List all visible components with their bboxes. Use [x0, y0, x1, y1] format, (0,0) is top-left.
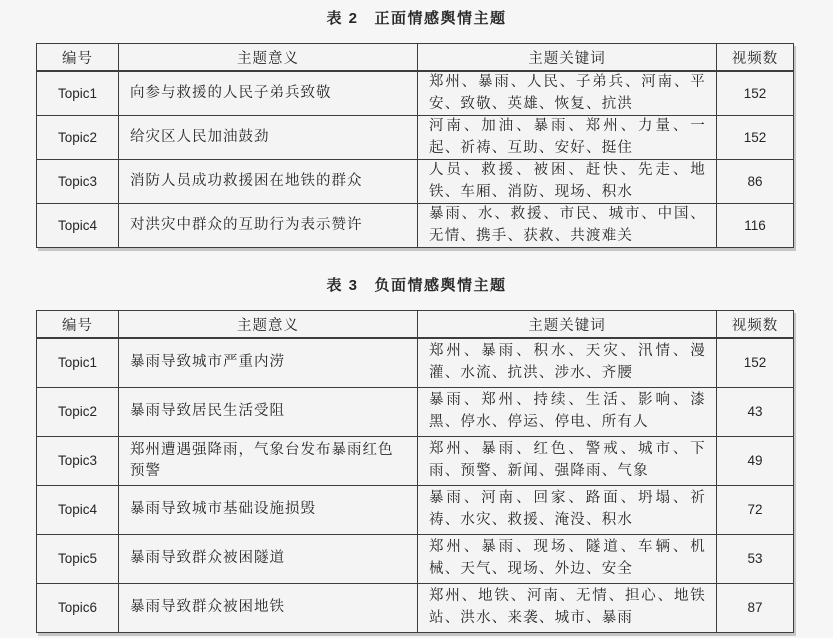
topic-meaning-cell: 消防人员成功救援困在地铁的群众: [119, 160, 418, 204]
topic-id-cell: Topic4: [37, 204, 119, 248]
table-row: [37, 160, 794, 204]
topic-keywords-cell: 河南、加油、暴雨、郑州、力量、一起、祈祷、互助、安好、挺住: [418, 116, 717, 160]
topic-keywords-cell: 郑州、暴雨、红色、警戒、城市、下雨、预警、新闻、强降雨、气象: [418, 436, 717, 485]
topic-meaning-cell: 对洪灾中群众的互助行为表示赞许: [119, 204, 418, 248]
negative-table-caption: [0, 275, 833, 296]
table-row: [37, 583, 794, 632]
column-header-meaning: 主题意义: [119, 44, 418, 72]
topic-id-cell: Topic1: [37, 71, 119, 116]
table-title-text: 负面情感舆情主题: [374, 277, 507, 294]
table-row: [37, 485, 794, 534]
video-count-cell: 152: [717, 71, 794, 116]
table-number-label: 表 2: [326, 10, 359, 27]
topic-keywords-cell: 暴雨、郑州、持续、生活、影响、漆黑、停水、停运、停电、所有人: [418, 387, 717, 436]
video-count-cell: 152: [717, 116, 794, 160]
column-header-meaning: 主题意义: [119, 311, 418, 339]
topic-id-cell: Topic3: [37, 160, 119, 204]
positive-topics-section: [0, 8, 833, 248]
table-row: [37, 534, 794, 583]
topic-id-cell: Topic2: [37, 116, 119, 160]
video-count-cell: 152: [717, 338, 794, 387]
column-header-id: 编号: [37, 44, 119, 72]
topic-meaning-cell: 暴雨导致城市严重内涝: [119, 338, 418, 387]
column-header-count: 视频数: [717, 44, 794, 72]
column-header-count: 视频数: [717, 311, 794, 339]
table-row: [37, 338, 794, 387]
table-row: [37, 116, 794, 160]
topic-meaning-cell: 暴雨导致城市基础设施损毁: [119, 485, 418, 534]
negative-topics-table: [36, 310, 794, 633]
topic-meaning-cell: 给灾区人民加油鼓劲: [119, 116, 418, 160]
negative-topics-section: [0, 275, 833, 633]
column-header-keywords: 主题关键词: [418, 44, 717, 72]
topic-keywords-cell: 暴雨、河南、回家、路面、坍塌、祈祷、水灾、救援、淹没、积水: [418, 485, 717, 534]
topic-id-cell: Topic4: [37, 485, 119, 534]
column-header-id: 编号: [37, 311, 119, 339]
topic-meaning-cell: 暴雨导致居民生活受阻: [119, 387, 418, 436]
topic-keywords-cell: 郑州、暴雨、积水、天灾、汛情、漫灌、水流、抗洪、涉水、齐腰: [418, 338, 717, 387]
video-count-cell: 43: [717, 387, 794, 436]
positive-table-caption: [0, 8, 833, 29]
topic-meaning-cell: 郑州遭遇强降雨，气象台发布暴雨红色预警: [119, 436, 418, 485]
table-row: [37, 71, 794, 116]
topic-id-cell: Topic1: [37, 338, 119, 387]
column-header-keywords: 主题关键词: [418, 311, 717, 339]
topic-keywords-cell: 郑州、暴雨、人民、子弟兵、河南、平安、致敬、英雄、恢复、抗洪: [418, 71, 717, 116]
table-number-label: 表 3: [326, 277, 359, 294]
video-count-cell: 116: [717, 204, 794, 248]
topic-keywords-cell: 郑州、暴雨、现场、隧道、车辆、机械、天气、现场、外边、安全: [418, 534, 717, 583]
topic-id-cell: Topic6: [37, 583, 119, 632]
table-title-text: 正面情感舆情主题: [374, 10, 507, 27]
positive-topics-table: [36, 43, 794, 248]
table-row: [37, 436, 794, 485]
header-row: [37, 44, 794, 72]
topic-keywords-cell: 人员、救援、被困、赶快、先走、地铁、车厢、消防、现场、积水: [418, 160, 717, 204]
topic-id-cell: Topic3: [37, 436, 119, 485]
topic-meaning-cell: 暴雨导致群众被困地铁: [119, 583, 418, 632]
topic-id-cell: Topic2: [37, 387, 119, 436]
video-count-cell: 86: [717, 160, 794, 204]
topic-id-cell: Topic5: [37, 534, 119, 583]
video-count-cell: 72: [717, 485, 794, 534]
video-count-cell: 49: [717, 436, 794, 485]
table-row: [37, 204, 794, 248]
table-row: [37, 387, 794, 436]
topic-meaning-cell: 暴雨导致群众被困隧道: [119, 534, 418, 583]
topic-keywords-cell: 暴雨、水、救援、市民、城市、中国、无情、携手、获救、共渡难关: [418, 204, 717, 248]
video-count-cell: 53: [717, 534, 794, 583]
topic-keywords-cell: 郑州、地铁、河南、无情、担心、地铁站、洪水、来袭、城市、暴雨: [418, 583, 717, 632]
paper-page: [0, 8, 833, 633]
header-row: [37, 311, 794, 339]
video-count-cell: 87: [717, 583, 794, 632]
topic-meaning-cell: 向参与救援的人民子弟兵致敬: [119, 71, 418, 116]
